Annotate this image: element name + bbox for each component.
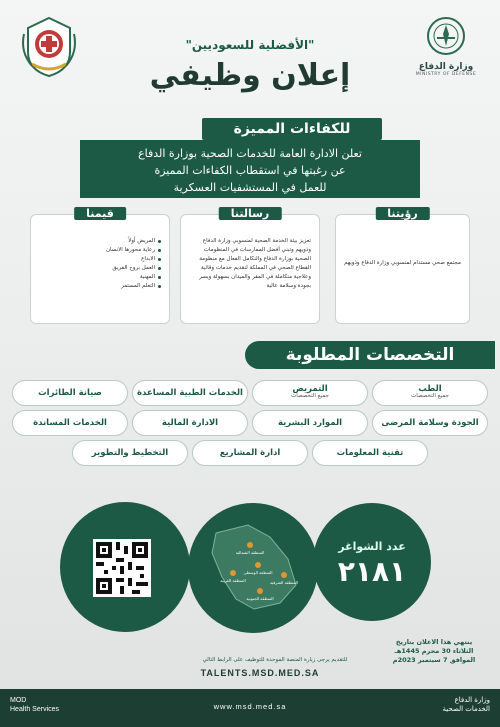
saudi-map-icon xyxy=(188,503,318,633)
specialty-label: التخطيط والتطوير xyxy=(91,448,169,458)
ministry-logo xyxy=(414,16,478,82)
list-item: التعلم المستمر xyxy=(39,282,161,291)
regions-map-circle xyxy=(188,503,318,633)
specialty-label: الخدمات الطبية المساعدة xyxy=(137,388,243,398)
specialty-finance xyxy=(132,410,248,436)
intro-box xyxy=(80,140,420,198)
health-services-logo xyxy=(18,14,80,80)
page-title: إعلان وظيفي xyxy=(149,58,351,93)
specialty-label: الموارد البشرية xyxy=(277,418,343,428)
intro-line-1: تعلن الادارة العامة للخدمات الصحية بوزارة الدفاع xyxy=(138,147,362,160)
intro-line-2: عن رغبتها في استقطاب الكفاءات المميزة xyxy=(154,164,346,177)
qr-circle xyxy=(60,502,190,632)
values-card xyxy=(30,207,170,324)
specialty-aircraft-maintenance xyxy=(12,380,128,406)
deadline-notice xyxy=(378,638,490,665)
specialty-label: الادارة المالية xyxy=(161,418,219,428)
mission-card xyxy=(180,207,320,324)
specialty-sub: جميع التخصصات xyxy=(291,392,329,399)
deadline-line-1: ينتهي هذا الاعلان بتاريخ xyxy=(395,638,473,646)
values-list xyxy=(39,237,161,291)
list-item: رعاية محورها الانسان xyxy=(39,246,161,255)
deadline-line-3: الموافق 7 سبتمبر 2023م xyxy=(392,656,476,664)
apply-instructions: للتقديم يرجى زيارة المنصة الموحدة للتوظيف على الرابط التالي xyxy=(202,657,348,663)
footer-ministry-line-2: الخدمات الصحية xyxy=(442,705,490,713)
specialty-allied-medical xyxy=(132,380,248,406)
region-south: المنطقة الجنوبية xyxy=(246,596,274,601)
specialty-nursing xyxy=(252,380,368,406)
intro-heading: للكفاءات المميزة xyxy=(202,118,382,140)
vision-heading: رؤيتنا xyxy=(375,207,429,220)
footer-ministry xyxy=(443,696,491,714)
qr-code-icon xyxy=(96,542,148,594)
mission-heading: رسالتنا xyxy=(219,207,282,220)
specialty-quality-safety xyxy=(372,410,488,436)
specialty-support-services xyxy=(12,410,128,436)
footer-brand xyxy=(10,696,59,714)
region-central: المنطقة الوسطى xyxy=(243,570,273,575)
vacancies-count: ٢١٨١ xyxy=(337,555,407,588)
specialty-label: الخدمات المساندة xyxy=(33,418,107,428)
ministry-name-ar: وزارة الدفاع xyxy=(418,62,474,72)
list-item: الابداع xyxy=(39,255,161,264)
ministry-emblem-icon xyxy=(426,16,466,56)
list-item: المريض أولاً xyxy=(39,237,161,246)
footer xyxy=(0,689,500,727)
deadline-line-2: الثلاثاء 30 محرم 1445هـ xyxy=(394,647,474,655)
region-west: المنطقة الغربية xyxy=(220,578,246,583)
footer-brand-line-1: MOD xyxy=(10,697,27,704)
region-east: المنطقة الشرقية xyxy=(270,580,298,585)
specialty-label: الجودة وسلامة المرضى xyxy=(381,418,479,428)
specialty-label: الطب xyxy=(418,384,442,394)
specialties-heading: التخصصات المطلوبة xyxy=(245,341,495,369)
specialty-medicine xyxy=(372,380,488,406)
specialty-label: تقنية المعلومات xyxy=(336,448,404,458)
specialty-project-management xyxy=(192,440,308,466)
specialty-hr xyxy=(252,410,368,436)
vision-body: مجتمع صحي مستدام لمنسوبي وزارة الدفاع وذويهم xyxy=(344,260,461,266)
mission-body: تعزيز بيئة الخدمة الصحية لمنسوبي وزارة الدفاع وذويهم وتبني أفضل الممارسات في المنظومات الصحية بوزارة الدفاع والتكامل الفعال مع منظومة القطاع الصحي في المملكة لتقديم خدمات وقائية وعلاجية متكاملة في المقر والميدان بسهولة ويسر بجودة وسلامة عالية xyxy=(199,238,311,289)
specialty-label: ادارة المشاريع xyxy=(219,448,281,458)
specialty-label: صيانة الطائرات xyxy=(38,388,102,398)
specialty-label: التمريض xyxy=(292,384,328,394)
list-item: المهنية xyxy=(39,273,161,282)
vacancies-circle xyxy=(313,503,431,621)
values-heading: قيمنا xyxy=(74,207,126,220)
qr-code[interactable] xyxy=(93,539,151,597)
footer-brand-line-2: Health Services xyxy=(10,706,60,713)
apply-link[interactable]: TALENTS.MSD.MED.SA xyxy=(200,668,320,678)
intro-line-3: للعمل في المستشفيات العسكرية xyxy=(173,181,327,194)
footer-ministry-line-1: وزارة الدفاع xyxy=(454,696,490,704)
vacancies-label: عدد الشواغر xyxy=(338,540,406,553)
region-north: المنطقة الشمالية xyxy=(235,550,265,555)
specialty-planning xyxy=(72,440,188,466)
list-item: العمل بروح الفريق xyxy=(39,264,161,273)
tagline: "الأفضلية للسعوديين" xyxy=(185,38,315,52)
specialty-sub: جميع التخصصات xyxy=(411,392,449,399)
vision-card xyxy=(335,207,470,324)
footer-website-link[interactable]: www.msd.med.sa xyxy=(213,702,287,711)
ministry-name-en: MINISTRY OF DEFENSE xyxy=(415,72,477,77)
specialty-it xyxy=(312,440,428,466)
